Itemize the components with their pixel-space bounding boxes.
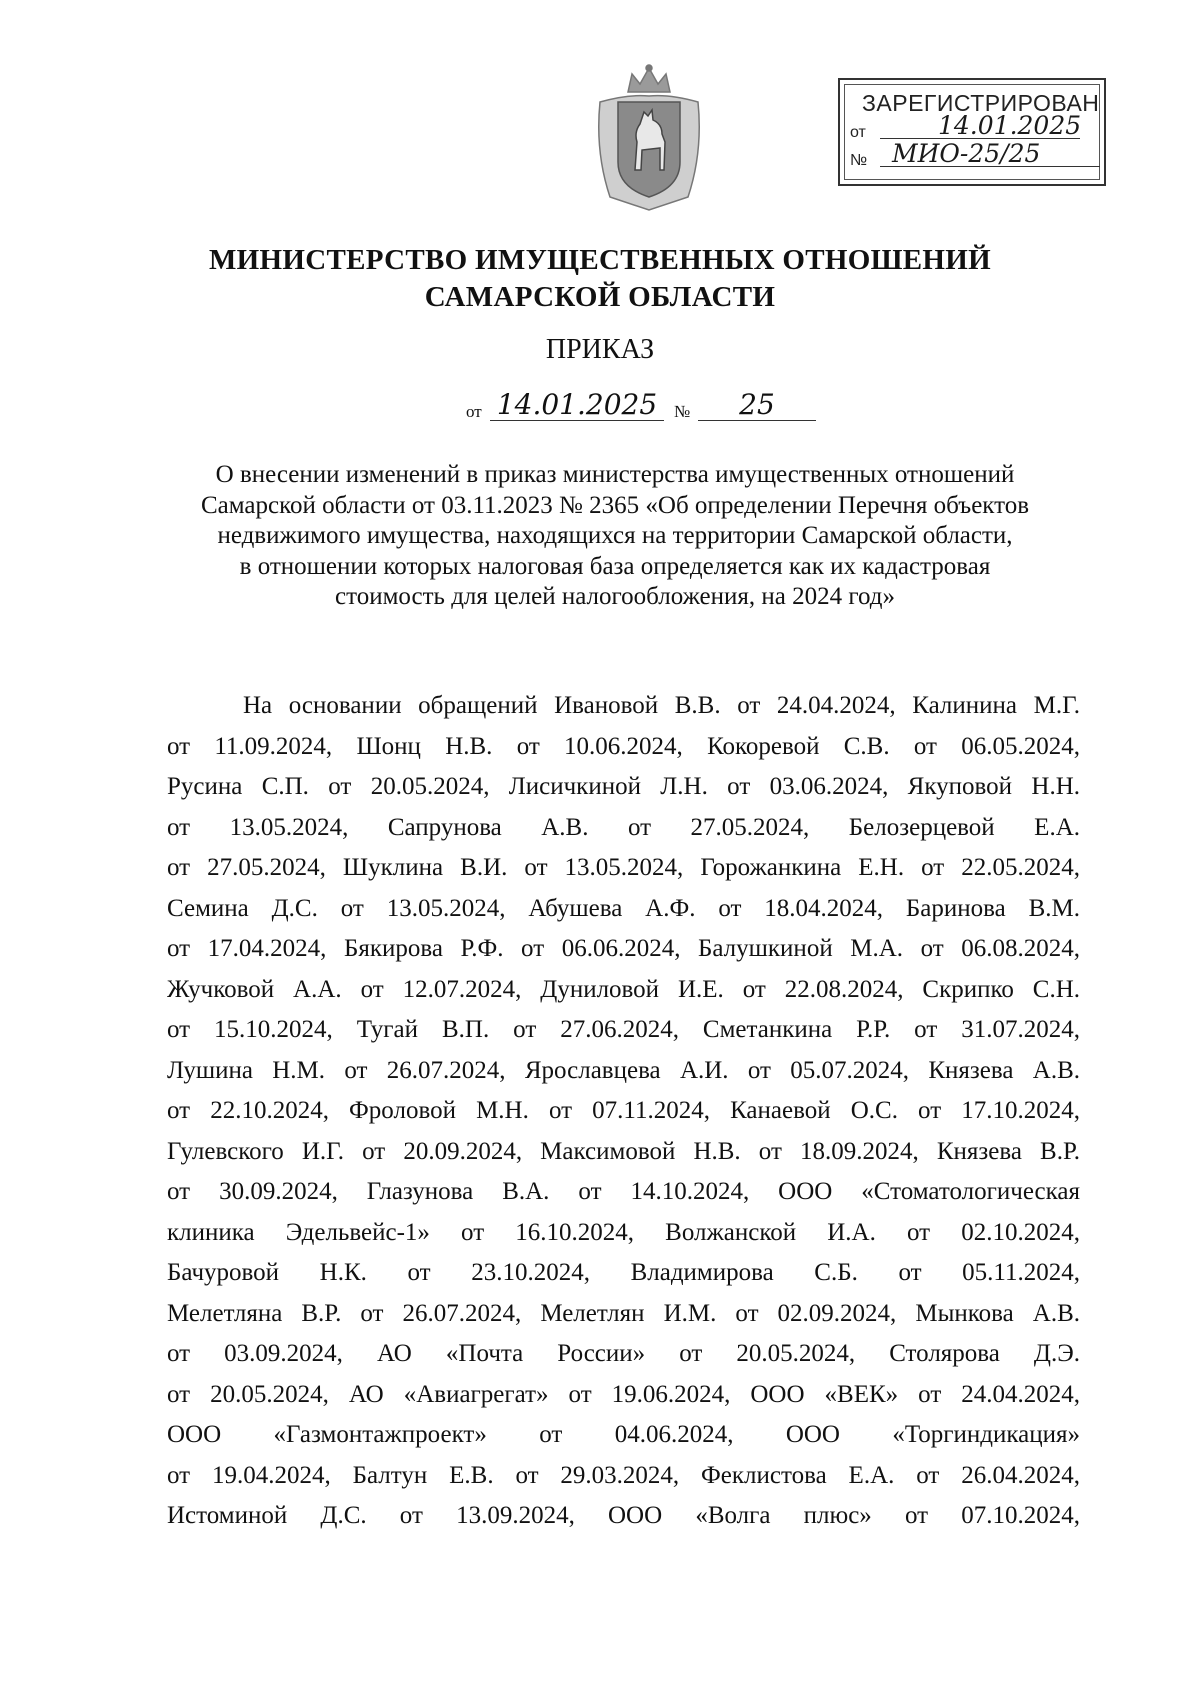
stamp-date-handwritten: 14.01.2025 — [880, 114, 1080, 139]
order-date-label: от — [466, 402, 482, 421]
body-line — [167, 1294, 1080, 1335]
body-line — [167, 727, 1080, 768]
subject-line: в отношении которых налоговая база определяется как их кадастровая — [239, 552, 991, 580]
body-line — [167, 1415, 1080, 1456]
body-line-text: Жучковой А.А. от 12.07.2024, Дуниловой И.Е. от 22.08.2024, Скрипко С.Н. — [167, 975, 1080, 1003]
order-date-handwritten: 14.01.2025 — [490, 392, 664, 421]
body-line — [167, 1496, 1080, 1537]
body-line — [167, 808, 1080, 849]
order-body-text — [167, 686, 1080, 1537]
body-line — [167, 1172, 1080, 1213]
body-line-text: от 17.04.2024, Бякирова Р.Ф. от 06.06.2024, Балушкиной М.А. от 06.08.2024, — [167, 935, 1080, 962]
subject-line: недвижимого имущества, находящихся на территории Самарской области, — [217, 522, 1013, 549]
order-number-handwritten: 25 — [698, 392, 816, 421]
body-line — [167, 1334, 1080, 1375]
body-line-text: от 20.05.2024, АО «Авиагрегат» от 19.06.2024, ООО «ВЕК» от 24.04.2024, — [167, 1380, 1080, 1408]
body-line — [167, 929, 1080, 970]
body-line — [167, 1091, 1080, 1132]
body-line — [167, 686, 1080, 727]
body-line-text: Семина Д.С. от 13.05.2024, Абушева А.Ф. от 18.04.2024, Баринова В.М. — [167, 894, 1080, 922]
body-line — [167, 1051, 1080, 1092]
stamp-date-label: от — [850, 124, 866, 141]
body-line — [167, 889, 1080, 930]
body-line-text: клиника Эдельвейс-1» от 16.10.2024, Волжанской И.А. от 02.10.2024, — [167, 1218, 1080, 1246]
ministry-title-line1: МИНИСТЕРСТВО ИМУЩЕСТВЕННЫХ ОТНОШЕНИЙ — [208, 244, 991, 276]
stamp-number-label: № — [850, 152, 868, 169]
body-line-text: от 13.05.2024, Сапрунова А.В. от 27.05.2024, Белозерцевой Е.А. — [167, 813, 1080, 841]
body-line — [167, 1375, 1080, 1416]
samara-coat-of-arms-icon — [590, 62, 708, 212]
body-line-text: от 15.10.2024, Тугай В.П. от 27.06.2024, Сметанкина Р.Р. от 31.07.2024, — [167, 1016, 1080, 1043]
stamp-number-handwritten: МИО-25/25 — [880, 142, 1100, 167]
body-line-text: Гулевского И.Г. от 20.09.2024, Максимовой Н.В. от 18.09.2024, Князева В.Р. — [167, 1137, 1080, 1165]
body-line-text: от 30.09.2024, Глазунова В.А. от 14.10.2024, ООО «Стоматологическая — [167, 1178, 1080, 1205]
body-line-text: Бачуровой Н.К. от 23.10.2024, Владимирова С.Б. от 05.11.2024, — [167, 1259, 1080, 1286]
order-subject — [150, 460, 1080, 613]
registration-stamp — [838, 78, 1106, 186]
body-line-text: Русина С.П. от 20.05.2024, Лисичкиной Л.Н. от 03.06.2024, Якуповой Н.Н. — [167, 773, 1080, 800]
body-line — [167, 1253, 1080, 1294]
body-line — [167, 1456, 1080, 1497]
subject-line: О внесении изменений в приказ министерства имущественных отношений — [215, 461, 1015, 488]
subject-line: Самарской области от 03.11.2023 № 2365 «Об определении Перечня объектов — [200, 491, 1030, 519]
body-line-text: Истоминой Д.С. от 13.09.2024, ООО «Волга плюс» от 07.10.2024, — [167, 1502, 1080, 1529]
body-line — [167, 767, 1080, 808]
doc-type-heading: ПРИКАЗ — [545, 334, 655, 365]
body-line-text: Мелетляна В.Р. от 26.07.2024, Мелетлян И.М. от 02.09.2024, Мынкова А.В. — [167, 1299, 1080, 1327]
body-line-text: от 11.09.2024, Шонц Н.В. от 10.06.2024, Кокоревой С.В. от 06.05.2024, — [167, 732, 1080, 760]
body-line-text: от 19.04.2024, Балтун Е.В. от 29.03.2024, Феклистова Е.А. от 26.04.2024, — [167, 1461, 1080, 1489]
body-line-text: Лушина Н.М. от 26.07.2024, Ярославцева А.И. от 05.07.2024, Князева А.В. — [167, 1056, 1080, 1084]
body-line — [167, 1132, 1080, 1173]
order-number-label: № — [674, 402, 691, 421]
body-line-text: от 03.09.2024, АО «Почта России» от 20.05.2024, Столярова Д.Э. — [167, 1340, 1080, 1367]
ministry-title-line2: САМАРСКОЙ ОБЛАСТИ — [424, 281, 776, 313]
order-date-number — [466, 388, 826, 426]
body-line-text: ООО «Газмонтажпроект» от 04.06.2024, ООО «Торгиндикация» — [167, 1421, 1080, 1448]
body-line — [167, 848, 1080, 889]
body-line-text: На основании обращений Ивановой В.В. от 24.04.2024, Калинина М.Г. — [243, 692, 1080, 719]
body-line — [167, 1213, 1080, 1254]
body-line-text: от 27.05.2024, Шуклина В.И. от 13.05.2024, Горожанкина Е.Н. от 22.05.2024, — [167, 854, 1080, 881]
body-line — [167, 970, 1080, 1011]
subject-line: стоимость для целей налогообложения, на 2024 год» — [335, 583, 895, 610]
body-line-text: от 22.10.2024, Фроловой М.Н. от 07.11.2024, Канаевой О.С. от 17.10.2024, — [167, 1097, 1080, 1124]
body-line — [167, 1010, 1080, 1051]
stamp-title: ЗАРЕГИСТРИРОВАН — [862, 90, 1100, 116]
